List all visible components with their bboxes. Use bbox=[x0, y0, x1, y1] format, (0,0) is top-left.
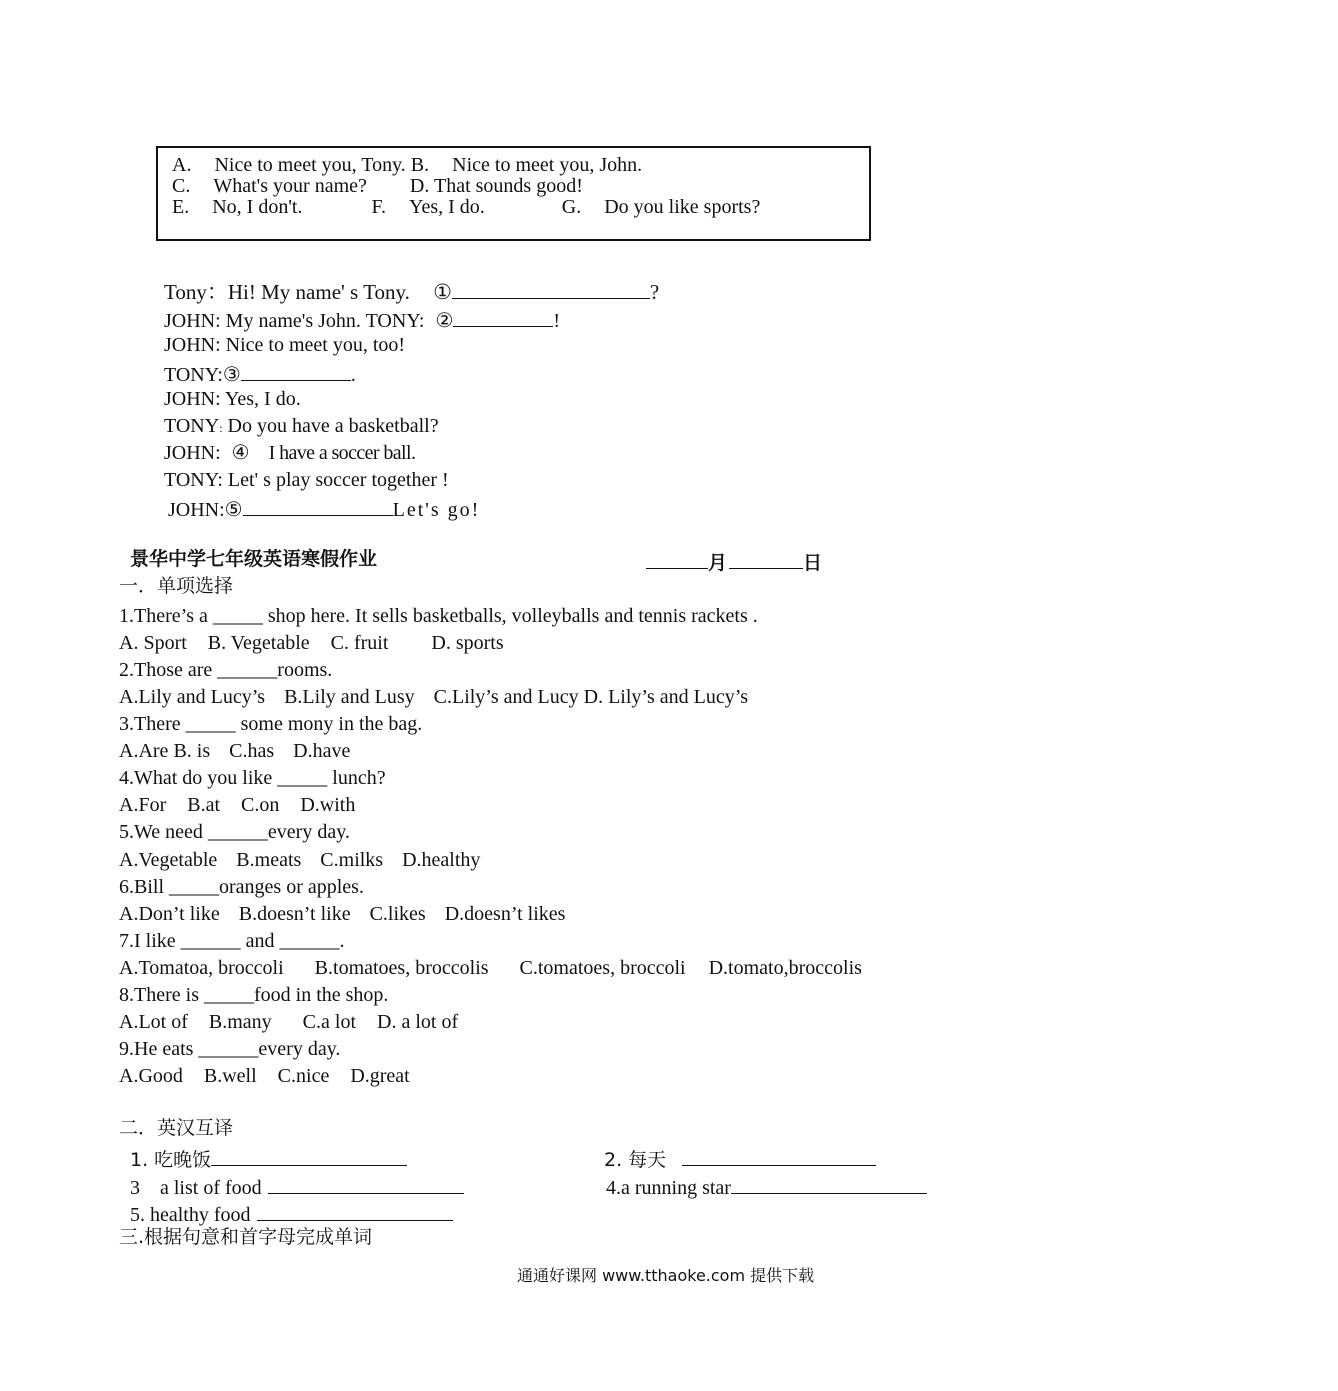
question-9-options bbox=[119, 1066, 410, 1086]
question-8: 8.There is _____food in the shop. bbox=[119, 984, 389, 1006]
blank-marker: ③ bbox=[222, 364, 241, 386]
option[interactable]: D.with bbox=[300, 794, 356, 816]
answer-blank[interactable] bbox=[682, 1147, 876, 1166]
option[interactable]: B.meats bbox=[236, 849, 302, 871]
option[interactable]: D.healthy bbox=[402, 849, 481, 871]
blank-marker: ④ bbox=[231, 442, 250, 464]
dialogue-line-8: TONY: Let' s play soccer together ! bbox=[164, 469, 449, 491]
option[interactable]: B.Lily and Lusy bbox=[284, 686, 415, 708]
translation-item-5: 5. healthy food bbox=[130, 1202, 453, 1225]
answer-blank[interactable] bbox=[452, 280, 650, 299]
translation-item-4: 4.a running star bbox=[606, 1175, 927, 1198]
option[interactable]: D.tomato,broccolis bbox=[708, 957, 862, 979]
option[interactable]: D.doesn’t likes bbox=[444, 903, 566, 925]
option[interactable]: A.For bbox=[119, 794, 167, 816]
answer-blank[interactable] bbox=[268, 1175, 464, 1194]
option-letter: G. bbox=[561, 196, 582, 218]
option[interactable]: D. Lily’s and Lucy’s bbox=[583, 686, 749, 708]
question-2-options bbox=[119, 687, 748, 707]
answer-blank[interactable] bbox=[241, 362, 351, 381]
footer-credit: 通通好课网 www.tthaoke.com 提供下载 bbox=[517, 1266, 815, 1285]
blank-marker: ⑤ bbox=[224, 499, 243, 521]
question-5-options bbox=[119, 850, 480, 870]
month-blank[interactable] bbox=[646, 550, 708, 569]
dialogue-line-1: Tony：Hi! My name' s Tony. ① ? bbox=[164, 280, 660, 304]
option[interactable]: C.milks bbox=[320, 849, 384, 871]
question-2: 2.Those are ______rooms. bbox=[119, 659, 333, 681]
page-title: 景华中学七年级英语寒假作业 bbox=[130, 548, 378, 570]
option[interactable]: A.Vegetable bbox=[119, 849, 218, 871]
options-row-3 bbox=[172, 197, 760, 217]
option[interactable]: A.Tomatoa, broccoli bbox=[119, 957, 284, 979]
answer-blank[interactable] bbox=[243, 497, 393, 516]
question-4-options bbox=[119, 795, 355, 815]
option[interactable]: C. fruit bbox=[330, 632, 389, 654]
option[interactable]: B. is bbox=[173, 740, 211, 762]
question-3-options bbox=[119, 741, 350, 761]
section-1-heading: 一．单项选择 bbox=[119, 575, 234, 597]
blank-marker: ① bbox=[433, 280, 452, 304]
option-letter: F. bbox=[371, 196, 387, 218]
option[interactable]: D. sports bbox=[431, 632, 504, 654]
dialogue-line-3: JOHN: Nice to meet you, too! bbox=[164, 334, 406, 356]
option[interactable]: A.Don’t like bbox=[119, 903, 220, 925]
option-text: Yes, I do. bbox=[409, 196, 485, 218]
option-text: D. That sounds good! bbox=[409, 175, 583, 197]
question-5: 5.We need ______every day. bbox=[119, 821, 350, 843]
option[interactable]: C.nice bbox=[277, 1065, 330, 1087]
translation-item-2: 2. 每天 bbox=[604, 1147, 876, 1170]
answer-blank[interactable] bbox=[257, 1202, 453, 1221]
option-text: Nice to meet you, Tony. bbox=[214, 154, 406, 176]
option[interactable]: B.at bbox=[187, 794, 221, 816]
question-7-options bbox=[119, 958, 862, 978]
option[interactable]: A.Are bbox=[119, 740, 169, 762]
question-6-options bbox=[119, 904, 565, 924]
options-row-1 bbox=[172, 155, 642, 175]
option[interactable]: B.tomatoes, broccolis bbox=[314, 957, 489, 979]
section-3-heading: 三.根据句意和首字母完成单词 bbox=[119, 1226, 373, 1248]
option[interactable]: A. Sport bbox=[119, 632, 187, 654]
dialogue-line-2: JOHN: My name's John. TONY: ② ! bbox=[164, 310, 561, 332]
question-1-options bbox=[119, 633, 504, 653]
option[interactable]: D.great bbox=[350, 1065, 410, 1087]
blank-marker: ② bbox=[435, 310, 454, 332]
option-text: Nice to meet you, John. bbox=[452, 154, 643, 176]
option[interactable]: D. a lot of bbox=[377, 1011, 459, 1033]
option[interactable]: C.has bbox=[229, 740, 275, 762]
question-3: 3.There _____ some mony in the bag. bbox=[119, 713, 423, 735]
question-1: 1.There’s a _____ shop here. It sells basketballs, volleyballs and tennis rackets . bbox=[119, 605, 758, 627]
option-text: Do you like sports? bbox=[604, 196, 761, 218]
translation-item-3: 3 a list of food bbox=[130, 1175, 464, 1198]
dialogue-line-6: TONY: Do you have a basketball? bbox=[164, 415, 439, 437]
day-blank[interactable] bbox=[729, 550, 803, 569]
option[interactable]: B.well bbox=[203, 1065, 257, 1087]
option[interactable]: A.Lot of bbox=[119, 1011, 188, 1033]
answer-blank[interactable] bbox=[453, 308, 553, 327]
option-letter: C. bbox=[172, 175, 191, 197]
question-8-options bbox=[119, 1012, 458, 1032]
question-7: 7.I like ______ and ______. bbox=[119, 930, 345, 952]
question-4: 4.What do you like _____ lunch? bbox=[119, 767, 386, 789]
dialogue-line-9: JOHN:⑤ Let's go! bbox=[168, 499, 481, 521]
option[interactable]: B.many bbox=[208, 1011, 272, 1033]
option[interactable]: C.Lily’s and Lucy bbox=[433, 686, 579, 708]
option-letter: A. bbox=[172, 154, 192, 176]
answer-blank[interactable] bbox=[731, 1175, 927, 1194]
option[interactable]: D.have bbox=[293, 740, 351, 762]
option-letter: E. bbox=[172, 196, 190, 218]
dialogue-line-7: JOHN: ④ I have a soccer ball. bbox=[164, 442, 416, 464]
dialogue-line-4: TONY:③ . bbox=[164, 364, 356, 386]
option[interactable]: B. Vegetable bbox=[207, 632, 310, 654]
question-9: 9.He eats ______every day. bbox=[119, 1038, 341, 1060]
answer-blank[interactable] bbox=[211, 1147, 407, 1166]
date-line: 月 日 bbox=[646, 550, 822, 573]
option[interactable]: C.likes bbox=[369, 903, 426, 925]
option-letter: B. bbox=[410, 154, 430, 176]
question-6: 6.Bill _____oranges or apples. bbox=[119, 876, 364, 898]
translation-item-1: 1. 吃晚饭 bbox=[130, 1147, 407, 1170]
options-row-2 bbox=[172, 176, 583, 196]
option-text: No, I don't. bbox=[212, 196, 303, 218]
option[interactable]: B.doesn’t like bbox=[238, 903, 351, 925]
option[interactable]: C.tomatoes, broccoli bbox=[519, 957, 686, 979]
option[interactable]: A.Lily and Lucy’s bbox=[119, 686, 266, 708]
option-text: What's your name? bbox=[213, 175, 367, 197]
option[interactable]: A.Good bbox=[119, 1065, 183, 1087]
option[interactable]: C.a lot bbox=[302, 1011, 357, 1033]
section-2-heading: 二．英汉互译 bbox=[119, 1117, 234, 1139]
dialogue-line-5: JOHN: Yes, I do. bbox=[164, 388, 301, 410]
option[interactable]: C.on bbox=[241, 794, 280, 816]
